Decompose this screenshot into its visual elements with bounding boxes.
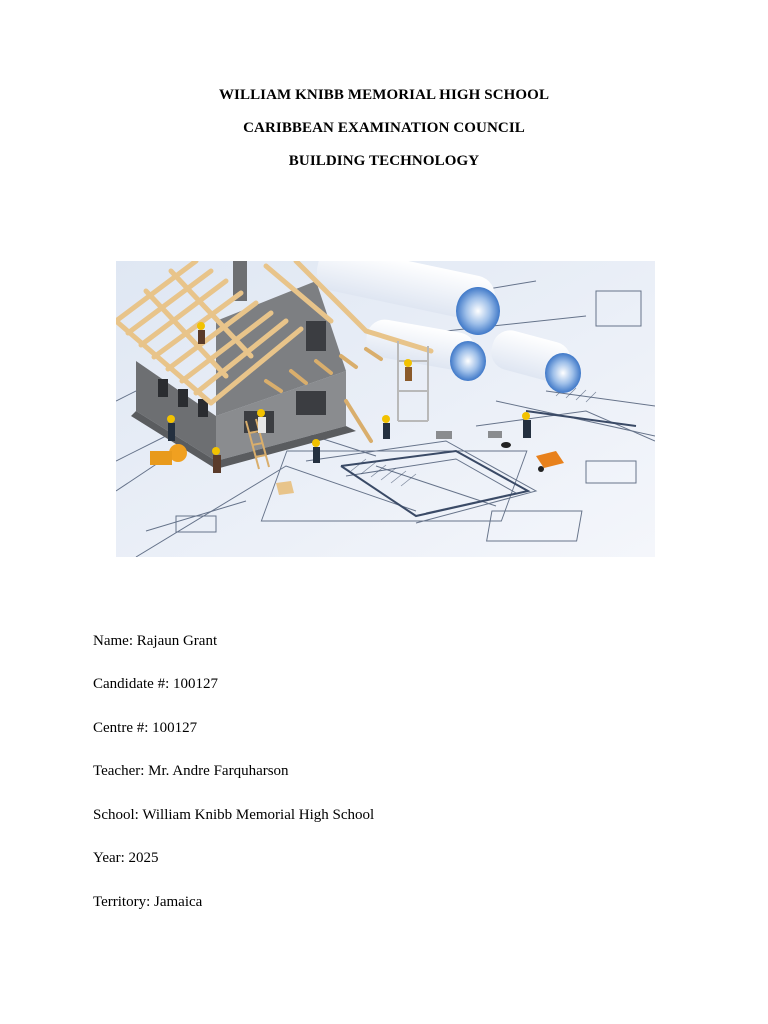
school-heading: WILLIAM KNIBB MEMORIAL HIGH SCHOOL — [218, 87, 550, 103]
exam-year: Year: 2025 — [93, 850, 159, 866]
subject-heading: BUILDING TECHNOLOGY — [288, 153, 480, 169]
candidate-name: Name: Rajaun Grant — [93, 633, 218, 649]
council-heading: CARIBBEAN EXAMINATION COUNCIL — [243, 120, 525, 136]
territory: Territory: Jamaica — [93, 894, 203, 910]
school-name: School: William Knibb Memorial High School — [93, 807, 375, 823]
cover-illustration — [116, 261, 655, 557]
teacher-name: Teacher: Mr. Andre Farquharson — [93, 763, 289, 779]
centre-number: Centre #: 100127 — [93, 720, 198, 736]
candidate-number: Candidate #: 100127 — [93, 676, 218, 692]
